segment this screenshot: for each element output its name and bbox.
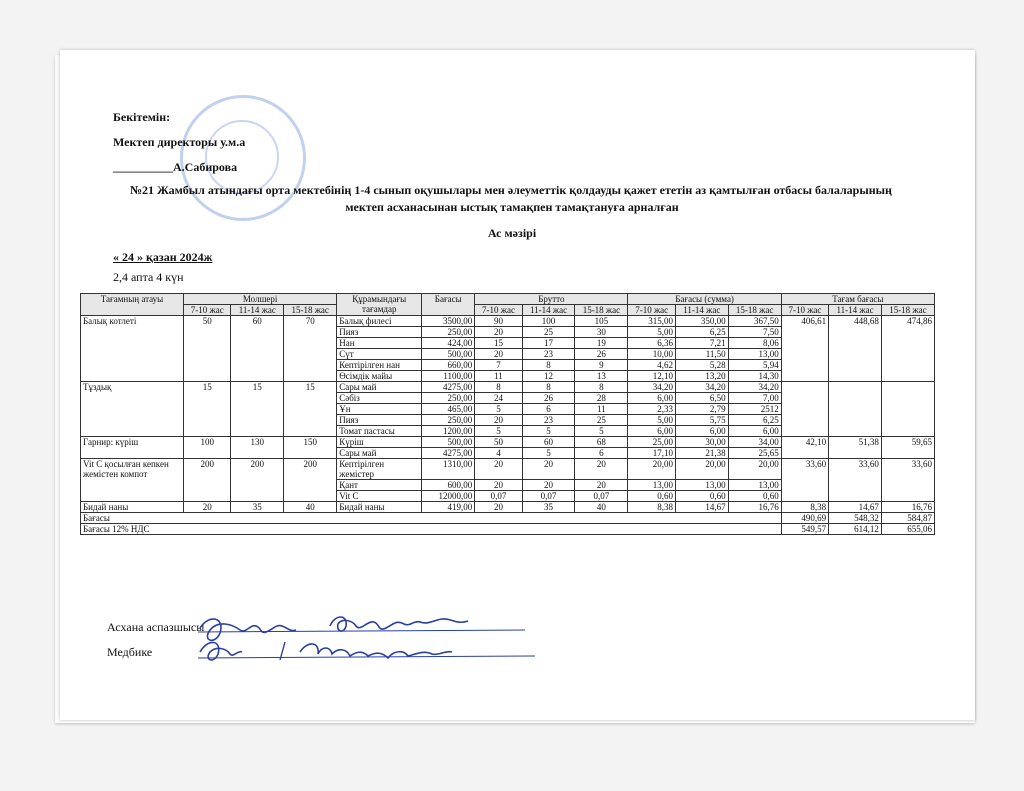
gross-11-14: 12 [522, 371, 575, 382]
ingredient-name: Қант [337, 480, 422, 491]
portion-7-10: 20 [184, 502, 231, 513]
ingredient-price: 419,00 [422, 502, 475, 513]
gross-7-10: 50 [475, 437, 522, 448]
portion-age-7-10: 7-10 жас [184, 305, 231, 316]
portion-11-14: 35 [231, 502, 284, 513]
sum-11-14: 21,38 [675, 448, 728, 459]
sum-11-14: 13,00 [675, 480, 728, 491]
sum-11-14: 11,50 [675, 349, 728, 360]
dish-price-11-14 [829, 382, 882, 437]
ingredient-name: Пияз [337, 415, 422, 426]
ingredient-name: Пияз [337, 327, 422, 338]
table-row [81, 382, 935, 393]
portion-header: Молшері [184, 294, 337, 305]
gross-15-18: 68 [575, 437, 628, 448]
ingredient-price: 3500,00 [422, 316, 475, 327]
ingredient-name: Балық филесі [337, 316, 422, 327]
sum-7-10: 6,00 [628, 426, 675, 437]
gross-7-10: 7 [475, 360, 522, 371]
gross-7-10: 5 [475, 426, 522, 437]
gross-11-14: 17 [522, 338, 575, 349]
sum-15-18: 2512 [728, 404, 781, 415]
sum-7-10: 17,10 [628, 448, 675, 459]
portion-11-14: 60 [231, 316, 284, 382]
sum-11-14: 13,20 [675, 371, 728, 382]
ingredient-name: Сары май [337, 448, 422, 459]
sum-7-10: 12,10 [628, 371, 675, 382]
portion-age-11-14: 11-14 жас [231, 305, 284, 316]
gross-11-14: 8 [522, 360, 575, 371]
sum-11-14: 7,21 [675, 338, 728, 349]
sum-7-10: 4,62 [628, 360, 675, 371]
gross-15-18: 13 [575, 371, 628, 382]
ingredient-name: Томат пастасы [337, 426, 422, 437]
ingredient-name: Кептірілген жемістер [337, 459, 422, 480]
sum-7-10: 5,00 [628, 327, 675, 338]
sum-11-14: 30,00 [675, 437, 728, 448]
total-label: Бағасы [81, 513, 782, 524]
total-vat-row [81, 524, 935, 535]
ingredient-price: 250,00 [422, 393, 475, 404]
ingredient-price: 4275,00 [422, 382, 475, 393]
gross-7-10: 20 [475, 480, 522, 491]
gross-7-10: 20 [475, 415, 522, 426]
dish-name: Гарнир: күріш [81, 437, 184, 459]
sum-age-15-18: 15-18 жас [728, 305, 781, 316]
sum-11-14: 34,20 [675, 382, 728, 393]
gross-7-10: 90 [475, 316, 522, 327]
total-11-14: 548,32 [829, 513, 882, 524]
ingredient-price: 12000,00 [422, 491, 475, 502]
portion-15-18: 200 [284, 459, 337, 502]
document-heading-line1: №21 Жамбыл атындағы орта мектебінің 1-4 сынып оқушылары мен әлеуметтік қолдауды қажет ететін аз қамтылған отбасы балаларының [130, 183, 892, 197]
dish-price-age-7-10: 7-10 жас [781, 305, 828, 316]
dish-price-7-10: 406,61 [781, 316, 828, 382]
gross-7-10: 15 [475, 338, 522, 349]
ingredient-name: Күріш [337, 437, 422, 448]
sum-11-14: 5,75 [675, 415, 728, 426]
dish-price-15-18: 474,86 [881, 316, 934, 382]
gross-15-18: 105 [575, 316, 628, 327]
total-row [81, 513, 935, 524]
portion-11-14: 200 [231, 459, 284, 502]
sum-15-18: 6,25 [728, 415, 781, 426]
portion-age-15-18: 15-18 жас [284, 305, 337, 316]
gross-11-14: 23 [522, 415, 575, 426]
ingredient-name: Өсімдік майы [337, 371, 422, 382]
portion-15-18: 40 [284, 502, 337, 513]
portion-15-18: 150 [284, 437, 337, 459]
sum-11-14: 5,28 [675, 360, 728, 371]
dish-price-age-15-18: 15-18 жас [881, 305, 934, 316]
gross-15-18: 11 [575, 404, 628, 415]
gross-15-18: 20 [575, 459, 628, 480]
approve-label: Бекітемін: [113, 110, 171, 124]
sum-11-14: 2,79 [675, 404, 728, 415]
gross-11-14: 35 [522, 502, 575, 513]
ingredient-price: 424,00 [422, 338, 475, 349]
gross-15-18: 40 [575, 502, 628, 513]
menu-title: Ас мәзірі [487, 226, 537, 240]
menu-table-body [81, 316, 935, 513]
gross-age-15-18: 15-18 жас [575, 305, 628, 316]
portion-7-10: 50 [184, 316, 231, 382]
ingredient-price: 4275,00 [422, 448, 475, 459]
sum-7-10: 6,36 [628, 338, 675, 349]
dish-price-11-14: 33,60 [829, 459, 882, 502]
dish-price-15-18 [881, 382, 934, 437]
table-row [81, 502, 935, 513]
gross-15-18: 0,07 [575, 491, 628, 502]
cook-label: Асхана аспазшысы [107, 620, 205, 634]
director-label: Мектеп директоры у.м.а [113, 135, 246, 149]
gross-11-14: 20 [522, 459, 575, 480]
sum-7-10: 8,38 [628, 502, 675, 513]
ingredient-name: Нан [337, 338, 422, 349]
portion-7-10: 100 [184, 437, 231, 459]
sum-11-14: 14,67 [675, 502, 728, 513]
sum-15-18: 14,30 [728, 371, 781, 382]
dish-price-11-14: 14,67 [829, 502, 882, 513]
dish-price-11-14: 51,38 [829, 437, 882, 459]
gross-7-10: 4 [475, 448, 522, 459]
sum-15-18: 13,00 [728, 349, 781, 360]
portion-11-14: 15 [231, 382, 284, 437]
portion-15-18: 70 [284, 316, 337, 382]
sum-15-18: 8,06 [728, 338, 781, 349]
gross-15-18: 5 [575, 426, 628, 437]
sum-15-18: 34,20 [728, 382, 781, 393]
sum-15-18: 25,65 [728, 448, 781, 459]
dish-price-7-10 [781, 382, 828, 437]
dish-name: Бидай наны [81, 502, 184, 513]
portion-7-10: 200 [184, 459, 231, 502]
sum-7-10: 0,60 [628, 491, 675, 502]
sum-7-10: 34,20 [628, 382, 675, 393]
ingredient-name: Кептірілген нан [337, 360, 422, 371]
gross-11-14: 6 [522, 404, 575, 415]
sum-age-7-10: 7-10 жас [628, 305, 675, 316]
gross-11-14: 26 [522, 393, 575, 404]
sum-15-18: 0,60 [728, 491, 781, 502]
dish-name: Vit C қосылған кепкен жемістен компот [81, 459, 184, 502]
gross-11-14: 0,07 [522, 491, 575, 502]
gross-11-14: 23 [522, 349, 575, 360]
sum-age-11-14: 11-14 жас [675, 305, 728, 316]
gross-7-10: 20 [475, 459, 522, 480]
total-vat-7-10: 549,57 [781, 524, 828, 535]
ingredient-price: 500,00 [422, 349, 475, 360]
dish-price-15-18: 33,60 [881, 459, 934, 502]
ingredient-name: Сүт [337, 349, 422, 360]
sum-7-10: 6,00 [628, 393, 675, 404]
ingredient-price: 250,00 [422, 415, 475, 426]
sum-15-18: 16,76 [728, 502, 781, 513]
ingredient-price: 250,00 [422, 327, 475, 338]
dish-price-15-18: 16,76 [881, 502, 934, 513]
gross-11-14: 8 [522, 382, 575, 393]
menu-table [80, 293, 935, 535]
gross-15-18: 19 [575, 338, 628, 349]
sum-15-18: 5,94 [728, 360, 781, 371]
dish-price-7-10: 42,10 [781, 437, 828, 459]
gross-7-10: 20 [475, 502, 522, 513]
sum-11-14: 6,50 [675, 393, 728, 404]
gross-15-18: 8 [575, 382, 628, 393]
gross-11-14: 5 [522, 448, 575, 459]
total-vat-15-18: 655,06 [881, 524, 934, 535]
sum-7-10: 315,00 [628, 316, 675, 327]
medic-label: Медбике [107, 645, 153, 659]
sum-7-10: 20,00 [628, 459, 675, 480]
total-15-18: 584,87 [881, 513, 934, 524]
sum-15-18: 367,50 [728, 316, 781, 327]
menu-week: 2,4 апта 4 күн [113, 270, 184, 284]
gross-age-7-10: 7-10 жас [475, 305, 522, 316]
dish-price-15-18: 59,65 [881, 437, 934, 459]
ingredient-price: 1310,00 [422, 459, 475, 480]
table-row [81, 316, 935, 327]
gross-7-10: 5 [475, 404, 522, 415]
ingredient-price: 1100,00 [422, 371, 475, 382]
ingredient-price: 660,00 [422, 360, 475, 371]
dish-price-7-10: 33,60 [781, 459, 828, 502]
ingredient-name: Ұн [337, 404, 422, 415]
gross-11-14: 20 [522, 480, 575, 491]
portion-7-10: 15 [184, 382, 231, 437]
gross-11-14: 100 [522, 316, 575, 327]
gross-header: Брутто [475, 294, 628, 305]
sum-15-18: 20,00 [728, 459, 781, 480]
ingredient-name: Сәбіз [337, 393, 422, 404]
gross-7-10: 0,07 [475, 491, 522, 502]
table-row [81, 459, 935, 480]
ingredients-header: Құрамындағы тағамдар [337, 294, 422, 316]
sum-11-14: 0,60 [675, 491, 728, 502]
portion-15-18: 15 [284, 382, 337, 437]
sum-15-18: 13,00 [728, 480, 781, 491]
dish-name: Тұздық [81, 382, 184, 437]
table-row [81, 437, 935, 448]
ingredient-price: 1200,00 [422, 426, 475, 437]
sum-7-10: 5,00 [628, 415, 675, 426]
sum-11-14: 350,00 [675, 316, 728, 327]
handwritten-signatures [190, 600, 550, 670]
gross-15-18: 9 [575, 360, 628, 371]
gross-11-14: 5 [522, 426, 575, 437]
gross-7-10: 20 [475, 327, 522, 338]
sum-15-18: 7,00 [728, 393, 781, 404]
gross-15-18: 26 [575, 349, 628, 360]
dish-price-7-10: 8,38 [781, 502, 828, 513]
ingredient-price: 500,00 [422, 437, 475, 448]
ingredient-name: Сары май [337, 382, 422, 393]
sum-header: Бағасы (сумма) [628, 294, 781, 305]
gross-15-18: 6 [575, 448, 628, 459]
sum-11-14: 20,00 [675, 459, 728, 480]
gross-age-11-14: 11-14 жас [522, 305, 575, 316]
gross-15-18: 20 [575, 480, 628, 491]
director-signature-line: __________А.Сабирова [113, 160, 238, 174]
gross-15-18: 25 [575, 415, 628, 426]
sum-15-18: 6,00 [728, 426, 781, 437]
document-heading-line2: мектеп асханасынан ыстық тамақпен тамақтануға арналған [345, 200, 679, 214]
menu-date: « 24 » қазан 2024ж [113, 250, 213, 264]
portion-11-14: 130 [231, 437, 284, 459]
sum-7-10: 13,00 [628, 480, 675, 491]
gross-11-14: 25 [522, 327, 575, 338]
sum-7-10: 25,00 [628, 437, 675, 448]
ingredient-price: 600,00 [422, 480, 475, 491]
dish-price-age-11-14: 11-14 жас [829, 305, 882, 316]
total-7-10: 490,69 [781, 513, 828, 524]
sum-11-14: 6,00 [675, 426, 728, 437]
gross-7-10: 8 [475, 382, 522, 393]
ingredient-name: Vit C [337, 491, 422, 502]
dish-price-header: Тағам бағасы [781, 294, 934, 305]
price-header: Бағасы [422, 294, 475, 316]
sum-11-14: 6,25 [675, 327, 728, 338]
dish-header: Тағамның атауы [81, 294, 184, 316]
ingredient-price: 465,00 [422, 404, 475, 415]
gross-11-14: 60 [522, 437, 575, 448]
total-vat-label: Бағасы 12% НДС [81, 524, 782, 535]
dish-price-11-14: 448,68 [829, 316, 882, 382]
gross-7-10: 20 [475, 349, 522, 360]
gross-15-18: 28 [575, 393, 628, 404]
sum-15-18: 34,00 [728, 437, 781, 448]
ingredient-name: Бидай наны [337, 502, 422, 513]
gross-7-10: 24 [475, 393, 522, 404]
sum-7-10: 10,00 [628, 349, 675, 360]
gross-15-18: 30 [575, 327, 628, 338]
sum-15-18: 7,50 [728, 327, 781, 338]
total-vat-11-14: 614,12 [829, 524, 882, 535]
gross-7-10: 11 [475, 371, 522, 382]
sum-7-10: 2,33 [628, 404, 675, 415]
dish-name: Балық котлеті [81, 316, 184, 382]
